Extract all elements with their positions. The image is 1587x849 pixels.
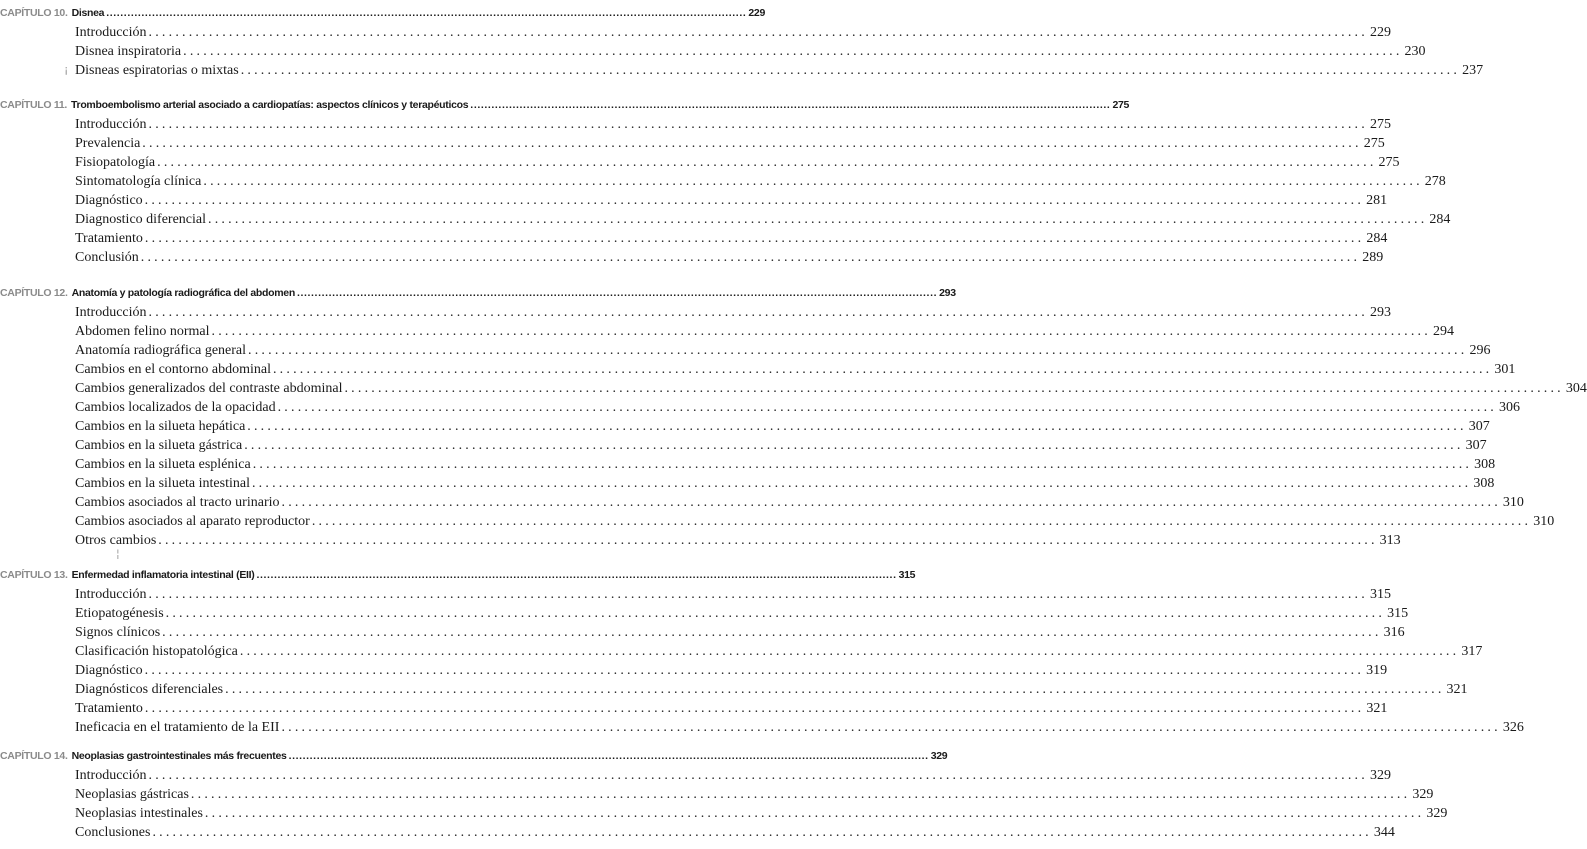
toc-entry [75,212,1451,231]
entry-page: 329 [1412,787,1434,802]
entry-title: Etiopatogénesis [75,606,164,621]
toc-entry [75,193,1388,212]
dot-leader [183,44,1402,60]
entry-page: 344 [1373,825,1395,840]
toc-entry [75,587,1391,606]
toc-entry [75,63,1484,82]
toc-entry [75,514,1555,533]
entry-page: 329 [1426,806,1448,821]
entry-page: 315 [1387,606,1409,621]
chapter-number: CAPÍTULO 13. [0,569,68,581]
dot-leader [162,625,1381,641]
toc-entry [75,305,1391,324]
entry-title: Introducción [75,768,147,783]
section-list [0,305,1587,552]
entry-page: 284 [1366,231,1388,246]
entry-page: 278 [1424,174,1446,189]
entry-page: 321 [1446,682,1468,697]
entry-title: Diagnósticos diferenciales [75,682,224,697]
dot-leader [158,533,1377,549]
toc-entry [75,438,1487,457]
dot-leader [145,701,1364,717]
entry-page: 304 [1565,381,1587,396]
entry-title: Diagnóstico [75,663,143,678]
entry-title: Cambios en el contorno abdominal [75,362,271,377]
entry-page: 284 [1429,212,1451,227]
toc-entry [75,419,1490,438]
dot-leader [142,136,1361,152]
chapter-title: Neoplasias gastrointestinales más frecuentes [71,750,287,762]
entry-title: Cambios en la silueta intestinal [75,476,250,491]
entry-page: 289 [1362,250,1384,265]
entry-title: Conclusión [75,250,139,265]
entry-title: Cambios asociados al tracto urinario [75,495,280,510]
dot-leader [241,63,1460,79]
toc-entry [75,606,1409,625]
chapter-title: Anatomía y patología radiográfica del abdomen [71,287,295,299]
entry-page: 307 [1465,438,1487,453]
toc-entry [75,117,1391,136]
entry-page: 293 [1369,305,1391,320]
dot-leader [149,117,1368,133]
dot-leader [273,362,1492,378]
chapter-number: CAPÍTULO 10. [0,7,68,19]
chapter-page: 293 [939,287,956,299]
toc-entry [75,343,1491,362]
dot-leader [281,720,1500,736]
entry-page: 230 [1404,44,1426,59]
dot-leader [149,25,1368,41]
entry-page: 229 [1369,25,1391,40]
entry-page: 308 [1474,457,1496,472]
toc-entry [75,155,1400,174]
chapter-number: CAPÍTULO 11. [0,99,67,111]
chapter-title: Enfermedad inflamatoria intestinal (EII) [71,569,255,581]
dot-leader [470,99,1110,111]
dot-leader [312,514,1531,530]
dot-leader [149,768,1368,784]
toc-entry [75,476,1495,495]
entry-title: Tratamiento [75,701,143,716]
chapter-14 [0,750,1448,844]
dot-leader [145,231,1364,247]
entry-page: 317 [1461,644,1483,659]
entry-title: Introducción [75,587,147,602]
chapter-heading [0,7,765,25]
entry-title: Tratamiento [75,231,143,246]
dot-leader [247,419,1466,435]
dot-leader [141,250,1360,266]
dot-leader [205,806,1424,822]
entry-page: 237 [1462,63,1484,78]
toc-entry [75,174,1446,193]
entry-page: 296 [1469,343,1491,358]
entry-page: 326 [1502,720,1524,735]
entry-page: 294 [1432,324,1454,339]
dot-leader [289,750,929,762]
scan-mark: ¡ [64,63,69,76]
entry-title: Neoplasias gástricas [75,787,189,802]
dot-leader [191,787,1410,803]
toc-entry [75,231,1388,250]
chapter-11 [0,99,1451,269]
entry-title: Signos clínicos [75,625,161,640]
entry-title: Introducción [75,117,147,132]
entry-title: Cambios localizados de la opacidad [75,400,276,415]
toc-entry [75,768,1391,787]
dot-leader [225,682,1444,698]
toc-entry [75,495,1524,514]
toc-entry [75,806,1448,825]
toc-entry [75,324,1454,343]
toc-entry [75,682,1468,701]
entry-title: Abdomen felino normal [75,324,210,339]
entry-title: Anatomía radiográfica general [75,343,247,358]
entry-page: 319 [1366,663,1388,678]
chapter-10 [0,7,1484,82]
entry-page: 316 [1383,625,1405,640]
chapter-number: CAPÍTULO 12. [0,287,68,299]
dot-leader [149,305,1368,321]
dot-leader [212,324,1431,340]
toc-entry [75,250,1384,269]
entry-title: Disnea inspiratoria [75,44,182,59]
section-list [0,587,1524,739]
dot-leader [278,400,1497,416]
dot-leader [282,495,1501,511]
toc-entry [75,44,1426,63]
entry-page: 275 [1369,117,1391,132]
dot-leader [244,438,1463,454]
entry-page: 315 [1369,587,1391,602]
dot-leader [240,644,1459,660]
entry-page: 321 [1366,701,1388,716]
scan-mark: ¦ [116,547,120,560]
entry-page: 275 [1378,155,1400,170]
entry-title: Cambios generalizados del contraste abdominal [75,381,343,396]
chapter-page: 329 [930,750,948,762]
entry-page: 306 [1499,400,1521,415]
entry-page: 281 [1366,193,1388,208]
entry-page: 310 [1533,514,1555,529]
dot-leader [344,381,1563,397]
entry-title: Ineficacia en el tratamiento de la EII [75,720,280,735]
toc-entry [75,787,1434,806]
entry-title: Conclusiones [75,825,151,840]
entry-title: Disneas espiratorias o mixtas [75,63,239,78]
dot-leader [253,457,1472,473]
entry-page: 308 [1473,476,1495,491]
chapter-12 [0,287,1587,552]
dot-leader [252,476,1471,492]
entry-page: 310 [1502,495,1524,510]
toc-entry [75,625,1405,644]
toc-entry [75,25,1391,44]
toc-entry [75,362,1516,381]
entry-title: Cambios en la silueta hepática [75,419,246,434]
chapter-title: Disnea [71,7,105,19]
entry-title: Sintomatología clínica [75,174,202,189]
dot-leader [149,587,1368,603]
toc-entry [75,136,1385,155]
entry-title: Introducción [75,305,147,320]
entry-title: Fisiopatología [75,155,156,170]
entry-page: 301 [1494,362,1516,377]
entry-title: Cambios en la silueta esplénica [75,457,251,472]
entry-title: Diagnóstico [75,193,143,208]
entry-title: Neoplasias intestinales [75,806,203,821]
chapter-page: 229 [748,7,765,19]
toc-entry [75,701,1388,720]
dot-leader [203,174,1422,190]
chapter-number: CAPÍTULO 14. [0,750,68,762]
toc-entry [75,457,1496,476]
toc-entry [75,825,1395,844]
dot-leader [157,155,1376,171]
entry-page: 307 [1468,419,1490,434]
chapter-page: 315 [898,569,916,581]
entry-title: Cambios en la silueta gástrica [75,438,243,453]
toc-entry [75,533,1401,552]
section-list [0,117,1451,269]
entry-page: 313 [1379,533,1401,548]
dot-leader [145,193,1364,209]
entry-title: Prevalencia [75,136,141,151]
entry-page: 329 [1369,768,1391,783]
chapter-title: Tromboembolismo arterial asociado a cardiopatías: aspectos clínicos y terapéuticos [71,99,469,111]
dot-leader [256,569,896,581]
dot-leader [106,7,746,19]
entry-title: Otros cambios [75,533,157,548]
entry-title: Cambios asociados al aparato reproductor [75,514,310,529]
toc-entry [75,663,1388,682]
toc-entry [75,644,1483,663]
toc-entry [75,381,1587,400]
entry-title: Clasificación histopatológica [75,644,238,659]
toc-entry [75,720,1524,739]
chapter-heading [0,750,948,768]
entry-title: Diagnostico diferencial [75,212,207,227]
chapter-page: 275 [1112,99,1130,111]
dot-leader [297,287,937,299]
chapter-heading [0,287,956,305]
entry-title: Introducción [75,25,147,40]
dot-leader [145,663,1364,679]
chapter-heading [0,99,1130,117]
dot-leader [152,825,1371,841]
dot-leader [166,606,1385,622]
dot-leader [208,212,1427,228]
chapter-heading [0,569,916,587]
toc-entry [75,400,1521,419]
entry-page: 275 [1363,136,1385,151]
dot-leader [248,343,1467,359]
section-list [0,25,1484,82]
chapter-13 [0,569,1524,739]
section-list [0,768,1448,844]
